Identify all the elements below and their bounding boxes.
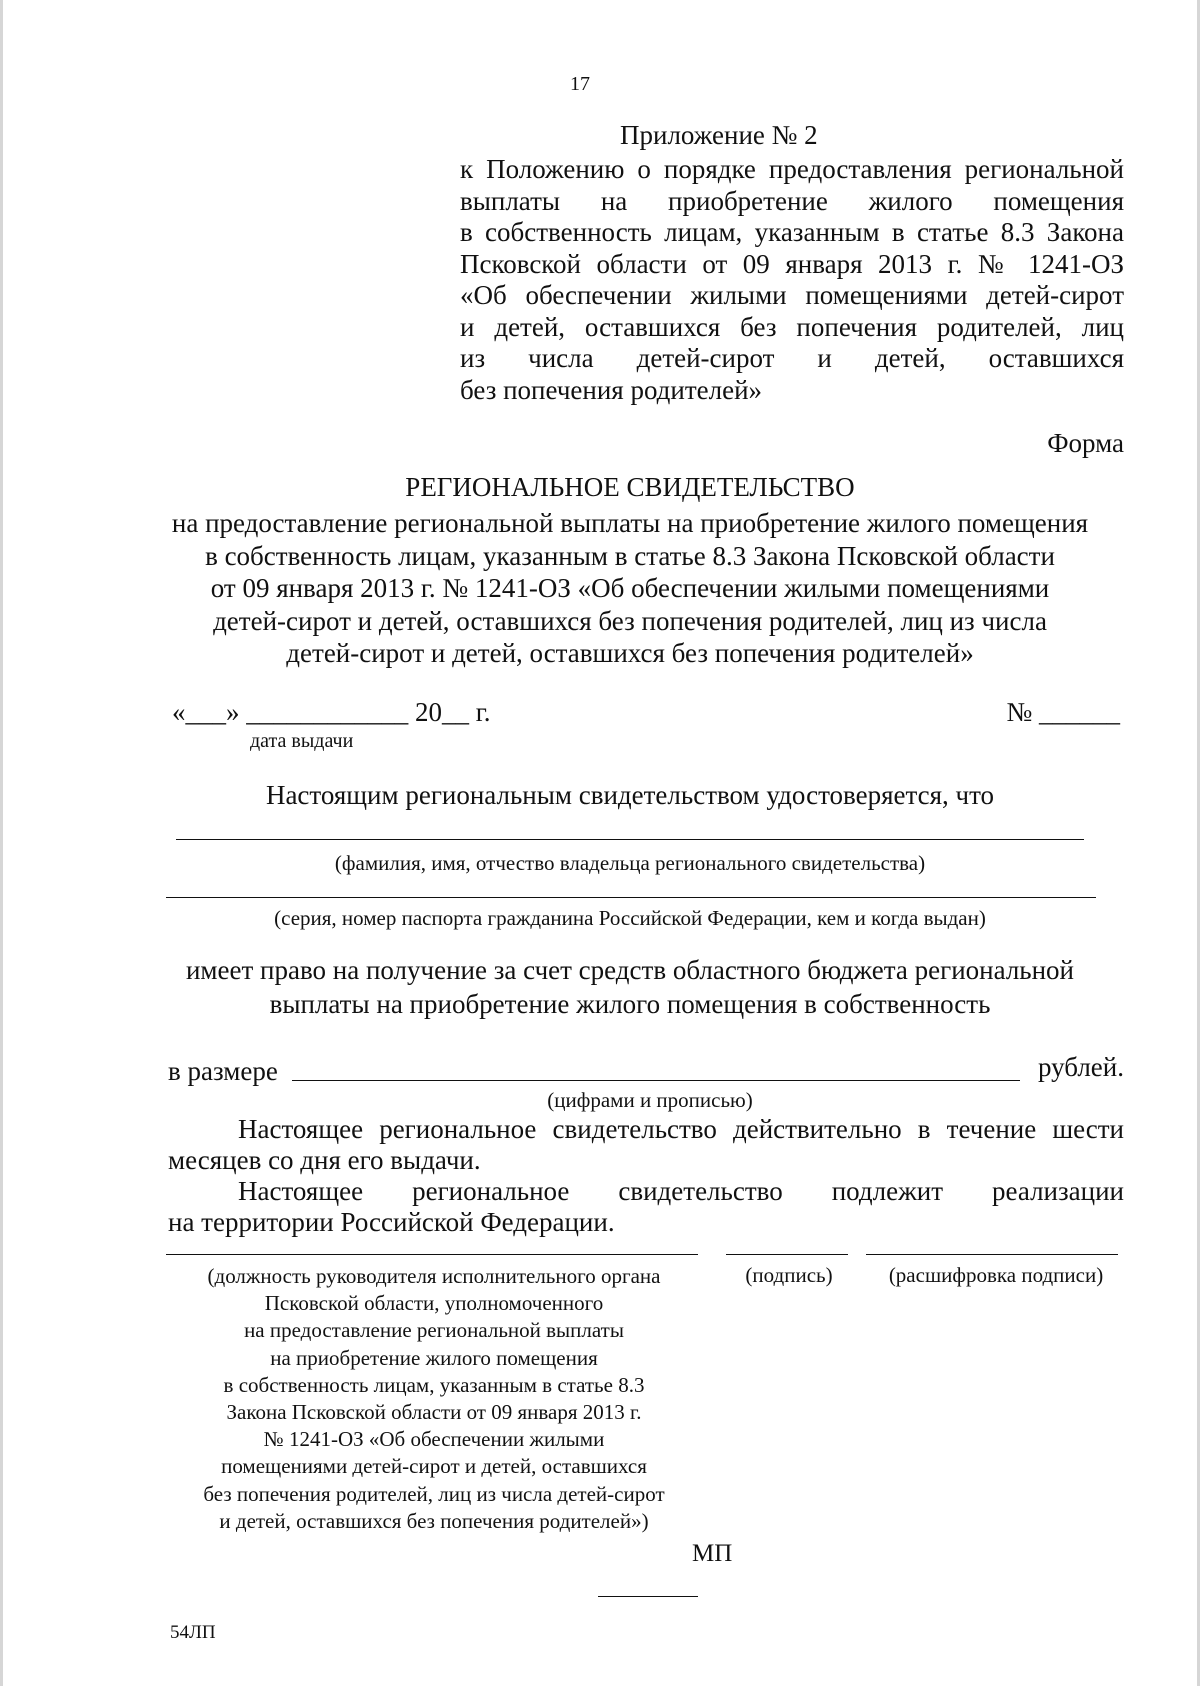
subtitle-line: на предоставление региональной выплаты на приобретение жилого помещения [171,508,1089,538]
position-caption-line: без попечения родителей, лиц из числа детей-сирот [203,1481,665,1506]
signature-line[interactable] [726,1254,848,1255]
owner-name-caption: (фамилия, имя, отчество владельца регионального свидетельства) [334,851,926,875]
document-subtitle [90,507,1170,670]
amount-label: в размере [168,1056,278,1086]
position-caption-line: на предоставление региональной выплаты [244,1318,624,1343]
appendix-line: выплаты на приобретение жилого помещения [460,185,1124,216]
page-number: 17 [570,73,590,95]
appendix-title: Приложение № 2 [620,120,818,150]
amount-unit: рублей. [1037,1052,1124,1082]
appendix-line: «Об обеспечении жилыми помещениями детей-сирот [460,280,1124,310]
position-caption-line: (должность руководителя исполнительного органа [207,1264,661,1288]
validity-line: месяцев со дня его выдачи. [168,1145,481,1175]
validity-line: Настоящее региональное свидетельство подлежит реализации [238,1176,1124,1206]
issue-date-caption: дата выдачи [250,730,354,752]
appendix-line: Псковской области от 09 января 2013 г. № 1241-ОЗ [460,248,1124,279]
amount-line[interactable] [292,1080,1020,1081]
subtitle-line: детей-сирот и детей, оставшихся без попечения родителей, лиц из числа [213,605,1047,636]
subtitle-line: от 09 января 2013 г. № 1241-ОЗ «Об обеспечении жилыми помещениями [210,573,1050,603]
passport-caption: (серия, номер паспорта гражданина Российской Федерации, кем и когда выдан) [274,906,986,930]
entitlement-text [90,953,1170,1021]
position-caption-line: помещениями детей-сирот и детей, оставшихся [221,1454,647,1479]
owner-name-line[interactable] [176,839,1084,840]
separator-line [598,1596,698,1597]
entitlement-line: имеет право на получение за счет средств областного бюджета региональной [185,955,1075,985]
signature-decode-caption: (расшифровка подписи) [888,1263,1104,1287]
position-caption-line: на приобретение жилого помещения [270,1345,598,1370]
position-caption-line: и детей, оставшихся без попечения родителей») [219,1508,649,1533]
subtitle-line: в собственность лицам, указанным в статье 8.3 Закона Псковской области [205,540,1055,571]
validity-line: Настоящее региональное свидетельство действительно в течение шести [238,1114,1124,1144]
appendix-line: без попечения родителей» [460,374,763,405]
seal-label: МП [692,1540,733,1567]
official-position-caption [166,1263,702,1535]
position-caption-line: Псковской области, уполномоченного [264,1291,604,1316]
signature-decode-line[interactable] [866,1254,1118,1255]
certificate-number-field[interactable]: № ______ [1006,697,1120,727]
passport-line[interactable] [166,897,1096,898]
appendix-line: к Положению о порядке предоставления региональной [460,154,1124,184]
validity-line: на территории Российской Федерации. [168,1207,615,1237]
official-position-line[interactable] [166,1254,698,1255]
entitlement-line: выплаты на приобретение жилого помещения в собственность [269,989,991,1019]
validity-text [168,1114,1124,1238]
signature-caption: (подпись) [745,1263,833,1287]
amount-caption: (цифрами и прописью) [547,1088,753,1112]
form-label: Форма [1047,428,1124,458]
document-title: РЕГИОНАЛЬНОЕ СВИДЕТЕЛЬСТВО [405,472,855,502]
scan-edge-left [0,0,3,1686]
appendix-line: в собственность лицам, указанным в статье 8.3 Закона [460,217,1124,247]
document-code: 54ЛП [170,1622,216,1643]
position-caption-line: Закона Псковской области от 09 января 2013 г. [226,1400,642,1425]
certifies-statement: Настоящим региональным свидетельством удостоверяется, что [265,780,995,810]
appendix-line: и детей, оставшихся без попечения родителей, лиц [460,311,1124,342]
appendix-reference [460,154,1124,406]
appendix-line: из числа детей-сирот и детей, оставшихся [460,343,1124,373]
position-caption-line: в собственность лицам, указанным в статье 8.3 [223,1372,645,1397]
issue-date-field[interactable]: «___» ____________ 20__ г. [172,697,491,727]
position-caption-line: № 1241-ОЗ «Об обеспечении жилыми [263,1427,605,1452]
subtitle-line: детей-сирот и детей, оставшихся без попечения родителей» [286,638,974,668]
